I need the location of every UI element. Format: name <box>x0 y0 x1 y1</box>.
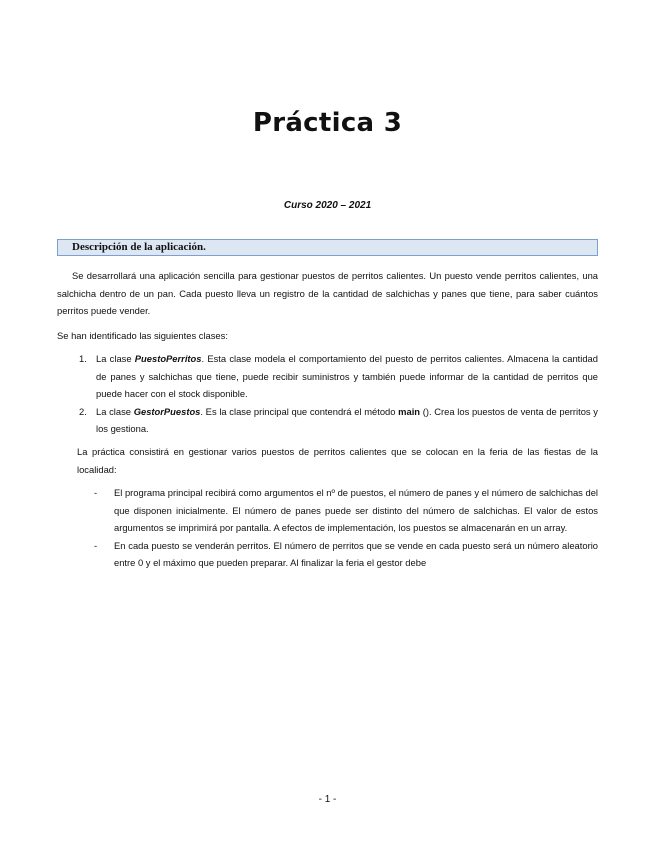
section-heading: Descripción de la aplicación. <box>57 239 598 256</box>
dash-bullet: - <box>94 539 98 551</box>
list-item-text: El programa principal recibirá como argumentos el nº de puestos, el número de panes y el número de salchichas del que disponen inicialmente. El número de panes puede ser distinto del número de salchichas. El valor de estos argumentos se imprimirá por pantalla. A efectos de implementación, los puestos se almacenarán en un array. <box>114 487 598 533</box>
practice-paragraph: La práctica consistirá en gestionar varios puestos de perritos calientes que se colocan en la feria de las fiestas de la localidad: <box>77 446 598 475</box>
classes-intro: Se han identificado las siguientes clases: <box>57 330 228 341</box>
list-item-text: En cada puesto se venderán perritos. El número de perritos que se vende en cada puesto será un número aleatorio entre 0 y el máximo que pueden preparar. Al finalizar la feria el gestor debe <box>114 539 598 568</box>
list-item <box>57 350 598 403</box>
course-subtitle: Curso 2020 – 2021 <box>283 200 372 211</box>
method-name: main <box>398 405 421 417</box>
list-item <box>77 537 598 572</box>
list-text-pre: La clase <box>96 353 135 364</box>
list-text-rest: . Esta clase modela el comportamiento del puesto de perritos calientes. Almacena la cantidad de panes y salchichas que tiene, puede recibir suministros y también puede informar de la cantidad de perritos que puede hacer con el stock disponible. <box>96 353 598 399</box>
list-number: 2. <box>79 405 87 417</box>
page-number: - 1 - <box>318 794 337 805</box>
intro-paragraph: Se desarrollará una aplicación sencilla para gestionar puestos de perritos calientes. Un puesto vende perritos calientes, una salchicha dentro de un pan. Cada puesto lleva un registro de la cantidad de salchichas y panes que tiene, para saber cuántos perritos puede vender. <box>57 270 598 316</box>
class-name: GestorPuestos <box>133 405 201 417</box>
page-title: Práctica 3 <box>252 108 403 138</box>
list-item <box>57 403 598 438</box>
dash-bullet: - <box>94 487 98 498</box>
list-text-mid: . Es la clase principal que contendrá el método <box>200 405 399 417</box>
class-name: PuestoPerritos <box>134 353 202 364</box>
list-item <box>77 484 598 537</box>
classes-list <box>57 350 598 438</box>
list-text-pre: La clase <box>96 405 134 417</box>
requirements-list <box>77 484 598 572</box>
list-text-rest: (). Crea los puestos de venta de perritos y los gestiona. <box>96 405 598 434</box>
list-number: 1. <box>79 353 87 364</box>
